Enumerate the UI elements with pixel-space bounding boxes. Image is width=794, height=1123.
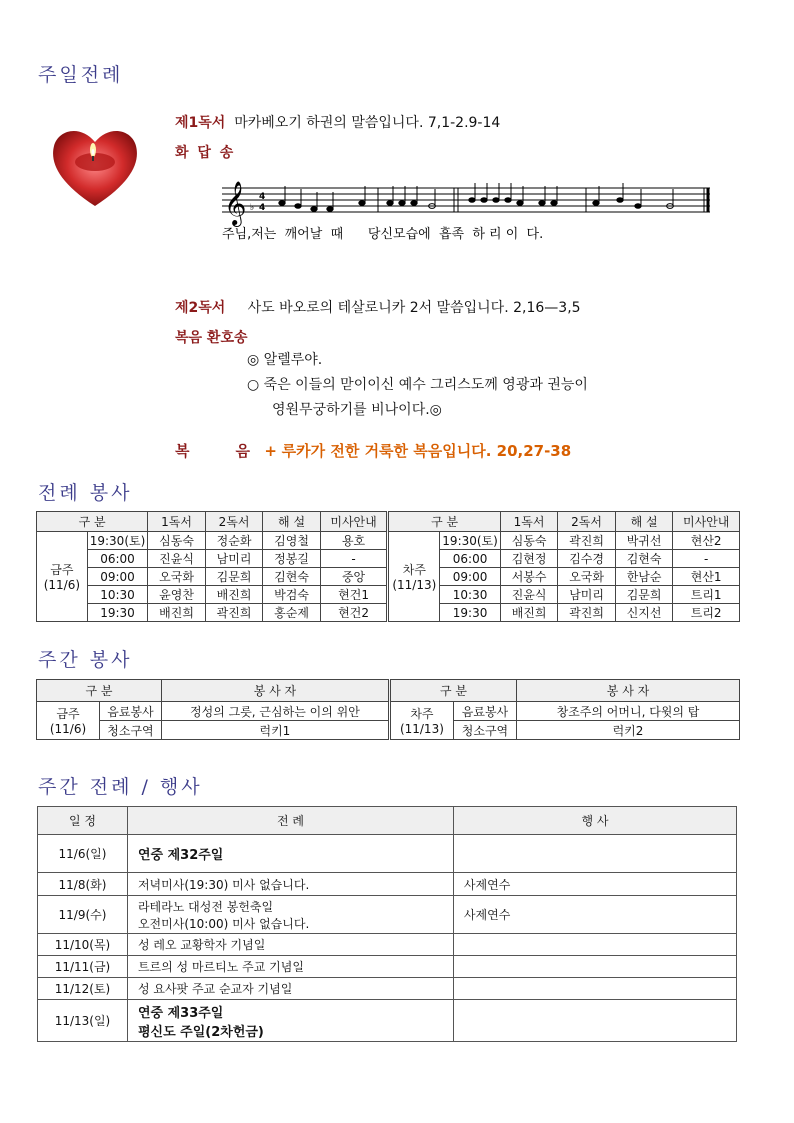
ls-cell: 곽진희 [558, 604, 616, 622]
ls-cell: 김수경 [558, 550, 616, 568]
ls-next-week-date: (11/13) [392, 578, 437, 592]
psalm-lyrics: 주님,저는 깨어날 때 당신모습에 흡족 하 리 이 다. [222, 227, 544, 242]
we-liturgy: 트르의 성 마르티노 주교 기념일 [127, 956, 453, 978]
ls-time: 19:30 [440, 604, 501, 622]
ws-type: 청소구역 [100, 721, 162, 740]
ls-cell: 윤영찬 [148, 586, 206, 604]
we-liturgy: 연중 제32주일 [127, 835, 453, 873]
we-date: 11/13(일) [38, 1000, 128, 1042]
table-row [38, 1000, 737, 1042]
weekly-events-title: 주간 전례 / 행사 [38, 776, 203, 798]
ls-cell: 홍순제 [263, 604, 321, 622]
ws-header-division-2: 구 분 [389, 680, 516, 702]
we-event [453, 934, 736, 956]
we-liturgy-line: 라테라노 대성전 봉헌축일 [137, 899, 274, 914]
ws-next-week-cell [389, 702, 453, 740]
ls-cell: 남미리 [205, 550, 263, 568]
acclamation-line3: 영원무궁하기를 비나이다.◎ [272, 402, 442, 418]
ls-cell: 김현숙 [615, 550, 673, 568]
ls-time: 09:00 [440, 568, 501, 586]
svg-text:♭: ♭ [250, 203, 255, 213]
ls-cell: 중앙 [320, 568, 388, 586]
ls-cell: 김현숙 [263, 568, 321, 586]
ls-cell: - [673, 550, 740, 568]
we-date: 11/12(토) [38, 978, 128, 1000]
ls-cell: 트리2 [673, 604, 740, 622]
ws-cell: 정성의 그릇, 근심하는 이의 위안 [161, 702, 389, 721]
ls-this-week-label: 금주 [50, 563, 74, 577]
ls-cell: 신지선 [615, 604, 673, 622]
ls-cell: 현건1 [320, 586, 388, 604]
ls-header-reading1: 1독서 [148, 512, 206, 532]
we-header-date: 일 정 [38, 807, 128, 835]
svg-text:4: 4 [259, 192, 266, 202]
we-event [453, 1000, 736, 1042]
ls-cell: 박귀선 [615, 532, 673, 550]
ws-type: 음료봉사 [100, 702, 162, 721]
we-event [453, 956, 736, 978]
we-date: 11/8(화) [38, 873, 128, 896]
reading1-text: 마카베오기 하권의 말씀입니다. 7,1-2.9-14 [234, 115, 501, 131]
reading2-label: 제2독서 [175, 300, 226, 316]
ls-cell: 트리1 [673, 586, 740, 604]
weekly-service-title: 주간 봉사 [38, 649, 133, 671]
ls-time: 19:30(토) [87, 532, 148, 550]
gospel-label-2: 음 [235, 442, 250, 460]
psalm-label: 화 답 송 [175, 145, 236, 161]
ws-type: 음료봉사 [453, 702, 516, 721]
we-event: 사제연수 [453, 873, 736, 896]
ls-cell: 김영철 [263, 532, 321, 550]
ls-header-reading2-2: 2독서 [558, 512, 616, 532]
gospel-label-1: 복 [175, 442, 190, 460]
ls-cell: 현건2 [320, 604, 388, 622]
table-row [38, 873, 737, 896]
we-date: 11/11(금) [38, 956, 128, 978]
ls-cell: 곽진희 [558, 532, 616, 550]
ls-cell: 남미리 [558, 586, 616, 604]
ls-time: 09:00 [87, 568, 148, 586]
ls-header-guide-2: 미사안내 [673, 512, 740, 532]
we-event [453, 835, 736, 873]
we-event: 사제연수 [453, 896, 736, 934]
ls-cell: 배진희 [500, 604, 558, 622]
ls-cell: 진윤식 [148, 550, 206, 568]
ls-cell: 김문희 [205, 568, 263, 586]
ls-cell: 김현정 [500, 550, 558, 568]
psalm-music-staff [222, 180, 712, 242]
ws-type: 청소구역 [453, 721, 516, 740]
ws-this-week-cell [37, 702, 100, 740]
reading2-text: 사도 바오로의 테살로니카 2서 말씀입니다. 2,16—3,5 [247, 300, 581, 316]
reading1-row [175, 112, 500, 132]
table-row [37, 532, 740, 550]
ls-header-division-2: 구 분 [388, 512, 500, 532]
we-liturgy-line: 연중 제33주일 [137, 1005, 224, 1021]
acclamation-label: 복음 환호송 [175, 330, 248, 346]
table-row [38, 896, 737, 934]
ls-header-guide: 미사안내 [320, 512, 388, 532]
weekly-service-table [36, 679, 740, 740]
ls-time: 10:30 [87, 586, 148, 604]
table-row [38, 956, 737, 978]
ls-cell: 오국화 [148, 568, 206, 586]
ls-header-reading2: 2독서 [205, 512, 263, 532]
ws-next-week-date: (11/13) [399, 722, 444, 736]
acclamation-line1: ◎ 알렐루야. [247, 352, 323, 368]
ls-time: 06:00 [87, 550, 148, 568]
table-row [37, 721, 740, 740]
ws-header-volunteer: 봉 사 자 [161, 680, 389, 702]
table-row [38, 934, 737, 956]
ls-time: 10:30 [440, 586, 501, 604]
we-date: 11/9(수) [38, 896, 128, 934]
ls-cell: 정순화 [205, 532, 263, 550]
ls-cell: 한남순 [615, 568, 673, 586]
ws-this-week-date: (11/6) [49, 722, 87, 736]
acclamation-line2: ○ 죽은 이들의 맏이이신 예수 그리스도께 영광과 권능이 [247, 377, 588, 393]
we-liturgy: 성 요사팟 주교 순교자 기념일 [127, 978, 453, 1000]
reading2-row [175, 297, 581, 317]
ls-cell: 정봉길 [263, 550, 321, 568]
ls-this-week-cell [37, 532, 88, 622]
ls-header-reading1-2: 1독서 [500, 512, 558, 532]
ls-cell: 곽진희 [205, 604, 263, 622]
ls-cell: 심동숙 [500, 532, 558, 550]
svg-text:4: 4 [259, 203, 266, 213]
gospel-text: 루카가 전한 거룩한 복음입니다. 20,27-38 [281, 442, 572, 460]
ls-cell: 현산1 [673, 568, 740, 586]
ls-cell: 배진희 [148, 604, 206, 622]
we-liturgy-line: 오전미사(10:00) 미사 없습니다. [137, 916, 310, 931]
ls-time: 19:30(토) [440, 532, 501, 550]
ls-cell: 배진희 [205, 586, 263, 604]
ls-cell: 박검숙 [263, 586, 321, 604]
ls-header-commentary-2: 해 설 [615, 512, 673, 532]
ws-next-week-label: 차주 [410, 707, 434, 721]
ls-this-week-date: (11/6) [43, 578, 81, 592]
ls-cell: - [320, 550, 388, 568]
liturgy-service-table [36, 511, 740, 622]
table-row [38, 978, 737, 1000]
reading1-label: 제1독서 [175, 115, 226, 131]
we-event [453, 978, 736, 1000]
ws-header-volunteer-2: 봉 사 자 [517, 680, 740, 702]
ls-cell: 심동숙 [148, 532, 206, 550]
we-date: 11/6(일) [38, 835, 128, 873]
ls-cell: 진윤식 [500, 586, 558, 604]
we-header-event: 행 사 [453, 807, 736, 835]
gospel-cross-icon: + [264, 442, 277, 460]
ws-header-division: 구 분 [37, 680, 162, 702]
we-liturgy: 저녁미사(19:30) 미사 없습니다. [127, 873, 453, 896]
ls-header-division: 구 분 [37, 512, 148, 532]
ls-cell: 현산2 [673, 532, 740, 550]
gospel-row [175, 440, 571, 461]
svg-text:𝄞: 𝄞 [224, 181, 247, 225]
ls-cell: 용호 [320, 532, 388, 550]
ls-header-commentary: 해 설 [263, 512, 321, 532]
we-liturgy: 성 레오 교황학자 기념일 [127, 934, 453, 956]
ws-cell: 럭키1 [161, 721, 389, 740]
we-liturgy-line: 평신도 주일(2차헌금) [137, 1024, 264, 1040]
ws-cell: 럭키2 [517, 721, 740, 740]
we-liturgy [127, 896, 453, 934]
ws-this-week-label: 금주 [56, 707, 80, 721]
mass-section-title: 주일전례 [38, 64, 124, 86]
ls-time: 19:30 [87, 604, 148, 622]
ls-cell: 서봉수 [500, 568, 558, 586]
heart-candle-icon [48, 122, 142, 210]
liturgy-service-title: 전례 봉사 [38, 482, 133, 504]
we-liturgy [127, 1000, 453, 1042]
ls-time: 06:00 [440, 550, 501, 568]
ws-cell: 창조주의 어머니, 다윗의 탑 [517, 702, 740, 721]
weekly-events-table [37, 806, 737, 1042]
we-header-liturgy: 전 례 [127, 807, 453, 835]
we-date: 11/10(목) [38, 934, 128, 956]
ls-next-week-cell [388, 532, 440, 622]
table-row [38, 835, 737, 873]
ls-cell: 김문희 [615, 586, 673, 604]
ls-next-week-label: 차주 [402, 563, 426, 577]
ls-cell: 오국화 [558, 568, 616, 586]
table-row [37, 702, 740, 721]
